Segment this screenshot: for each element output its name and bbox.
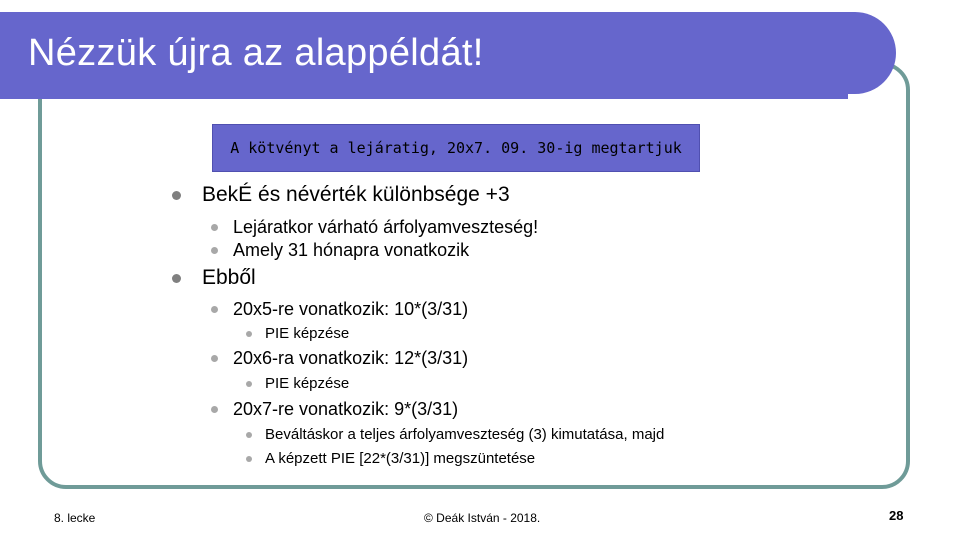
bullet-dot-icon — [211, 355, 218, 362]
bullet-text: Amely 31 hónapra vonatkozik — [233, 240, 470, 260]
bullet-level1 — [202, 183, 510, 207]
bullet-text: Beváltáskor a teljes árfolyamveszteség (3) kimutatása, majd — [265, 426, 665, 443]
bullet-dot-icon — [246, 331, 252, 337]
bullet-text: PIE képzése — [265, 325, 350, 342]
bullet-dot-icon — [172, 274, 181, 283]
bullet-dot-icon — [211, 306, 218, 313]
bullet-level3 — [265, 426, 664, 443]
bullet-text: Lejáratkor várható árfolyamveszteség! — [233, 217, 539, 237]
bullet-text: Ebből — [202, 266, 256, 289]
bullet-dot-icon — [246, 381, 252, 387]
bullet-level3 — [265, 450, 535, 467]
bullet-level2 — [233, 217, 538, 238]
bullet-dot-icon — [172, 191, 181, 200]
bullet-dot-icon — [246, 456, 252, 462]
callout-box — [212, 124, 700, 172]
footer-lecture: 8. lecke — [54, 511, 96, 525]
bullet-level2 — [233, 299, 468, 320]
bullet-text: 20x7-re vonatkozik: 9*(3/31) — [233, 399, 459, 419]
footer-copyright: © Deák István - 2018. — [424, 511, 541, 525]
bullet-level2 — [233, 240, 469, 261]
bullet-dot-icon — [246, 432, 252, 438]
bullet-text: PIE képzése — [265, 375, 350, 392]
bullet-level3 — [265, 375, 349, 392]
callout-text: A kötvényt a lejáratig, 20x7. 09. 30-ig megtartjuk — [230, 139, 682, 157]
title-underline — [0, 94, 848, 99]
bullet-level2 — [233, 348, 468, 369]
bullet-text: 20x6-ra vonatkozik: 12*(3/31) — [233, 348, 469, 368]
bullet-level1 — [202, 266, 256, 290]
bullet-level2 — [233, 399, 458, 420]
bullet-text: 20x5-re vonatkozik: 10*(3/31) — [233, 299, 469, 319]
bullet-level3 — [265, 325, 349, 342]
bullet-dot-icon — [211, 406, 218, 413]
bullet-dot-icon — [211, 224, 218, 231]
bullet-text: BekÉ és névérték különbsége +3 — [202, 183, 510, 206]
slide-title: Nézzük újra az alappéldát! — [28, 32, 484, 74]
bullet-text: A képzett PIE [22*(3/31)] megszüntetése — [265, 450, 536, 467]
page-number: 28 — [889, 508, 904, 523]
bullet-dot-icon — [211, 247, 218, 254]
